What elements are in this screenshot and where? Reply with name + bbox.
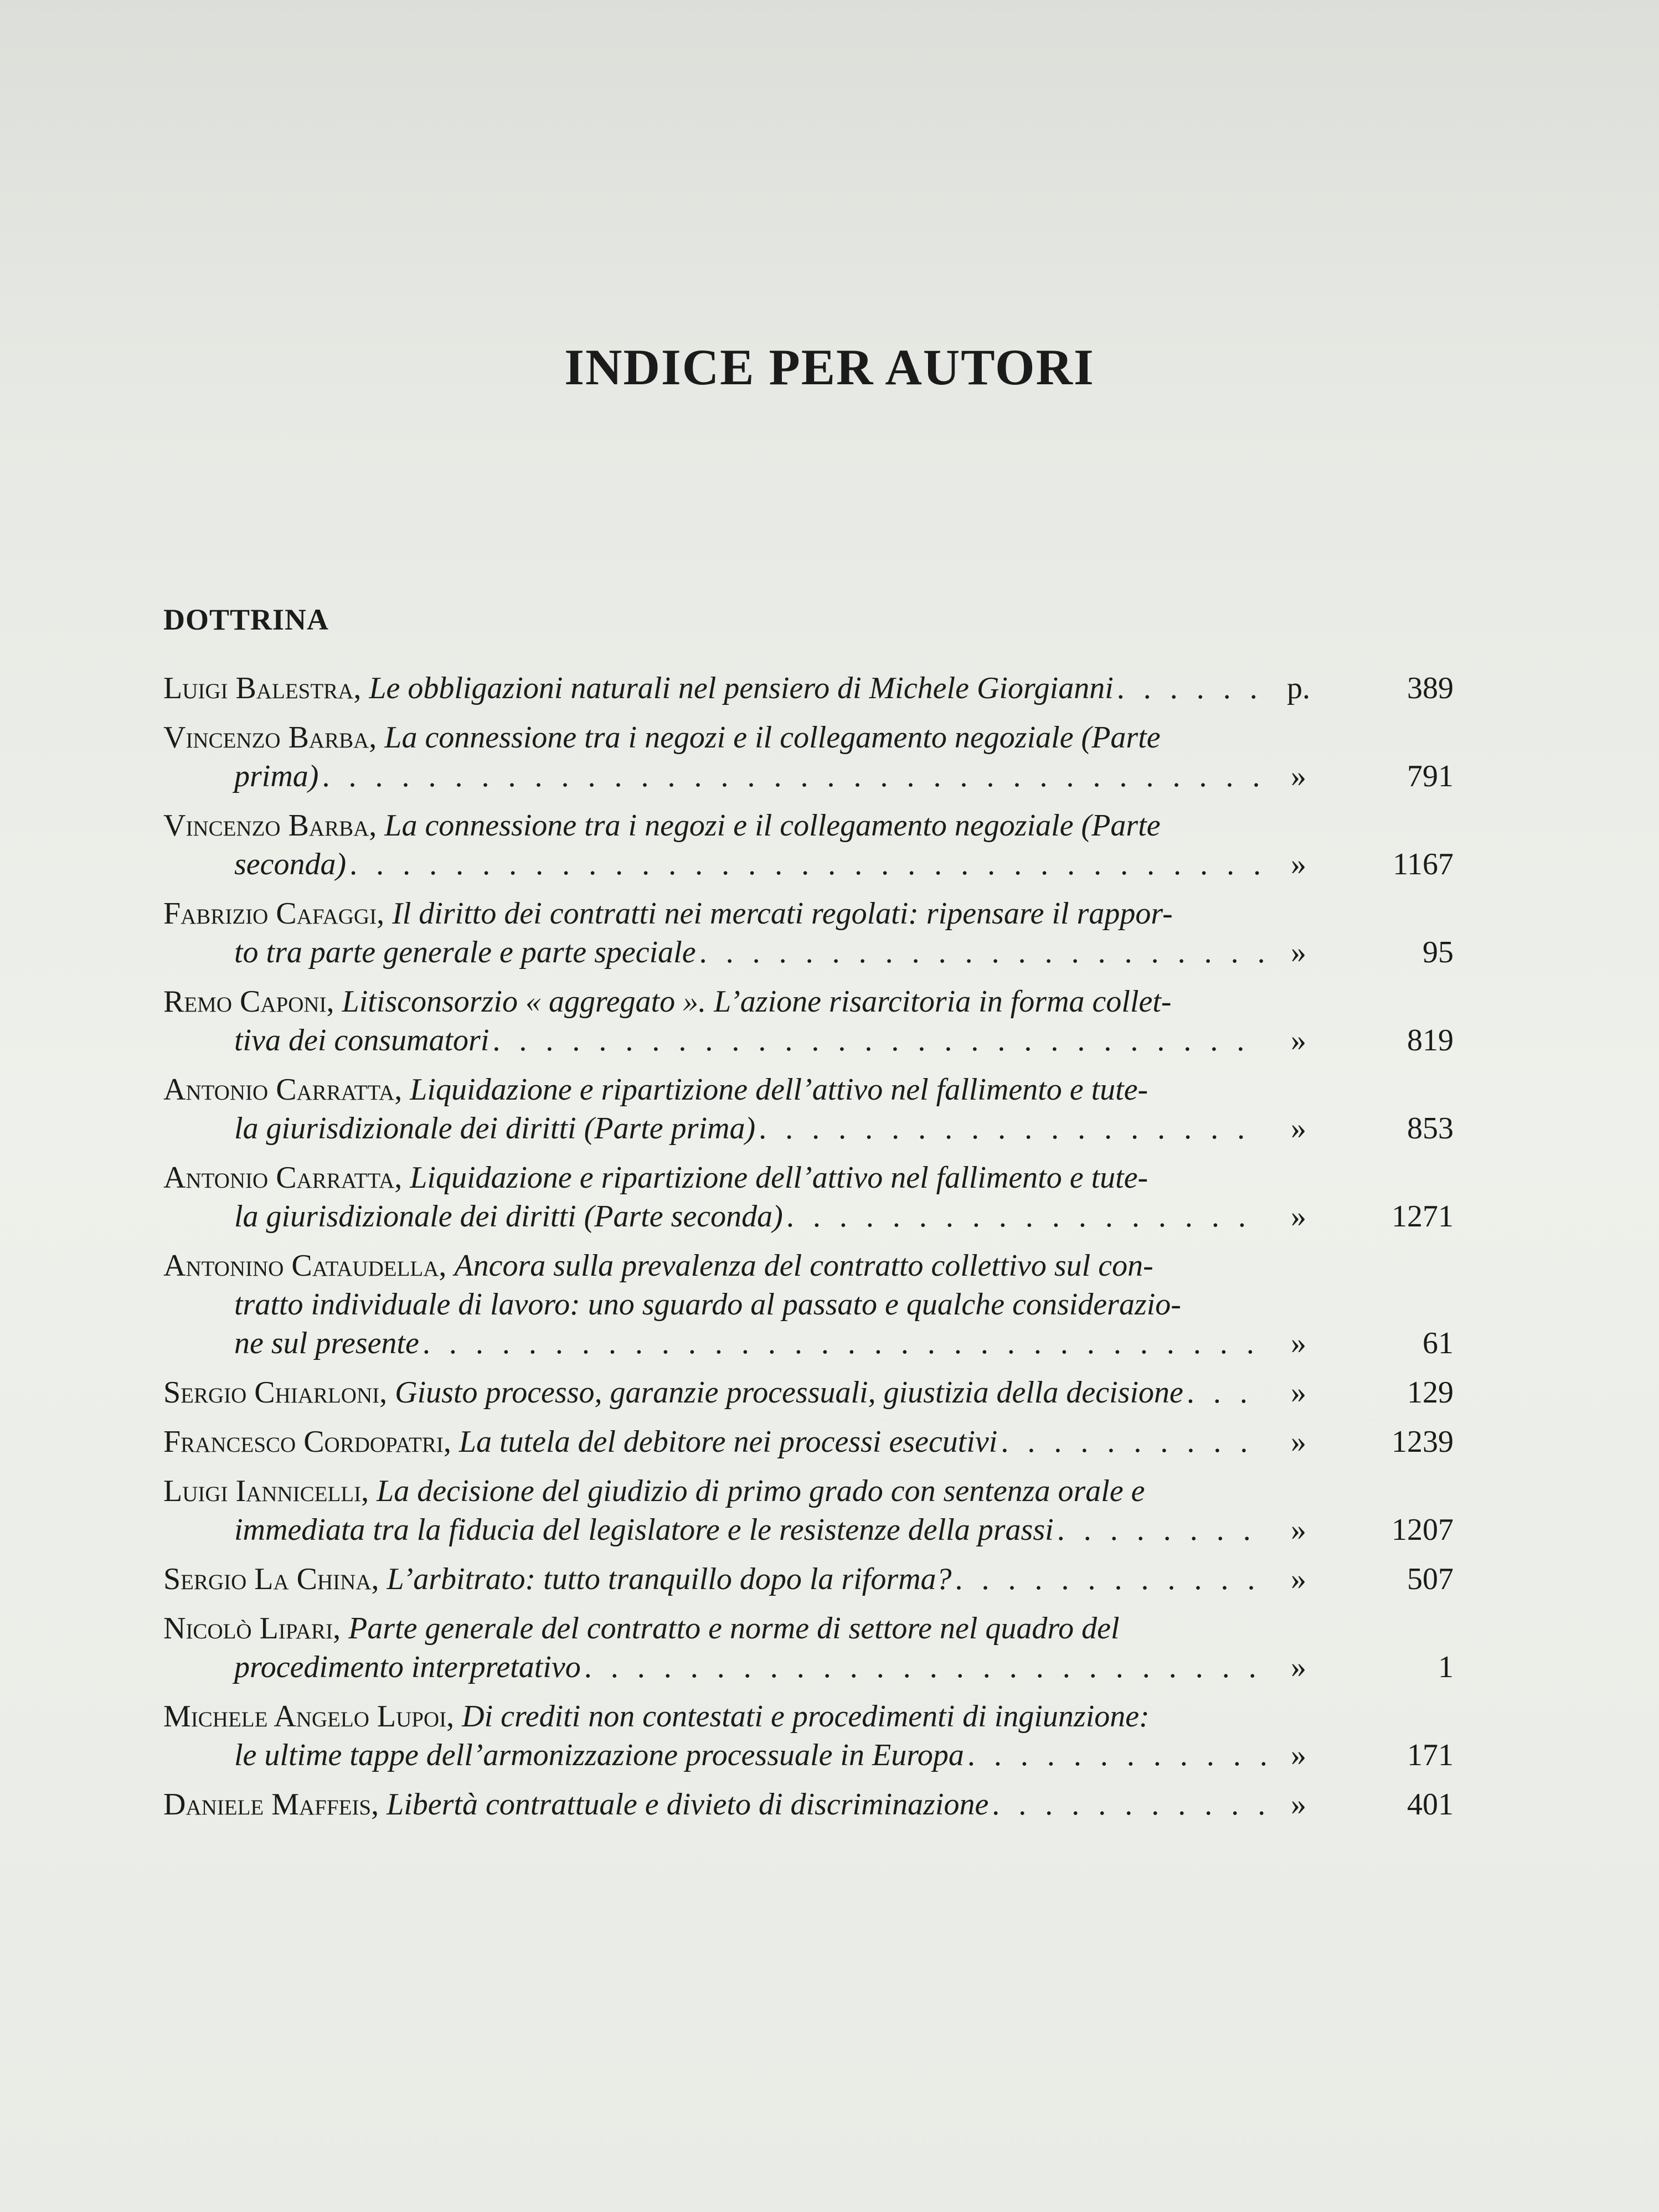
index-entry: Sergio Chiarloni, Giusto processo, garanzie processuali, giustizia della decisione . . . » 129 <box>163 1373 1454 1412</box>
page-number: 1167 <box>1393 847 1454 881</box>
entry-title-line: le ultime tappe dell’armonizzazione processuale in Europa <box>234 1738 964 1772</box>
entry-title-line: Litisconsorzio « aggregato ». L’azione risarcitoria in forma collet- <box>342 984 1172 1019</box>
page-number: 389 <box>1407 671 1454 705</box>
entry-author: Antonio Carratta <box>163 1161 395 1195</box>
entry-title-line: Di crediti non contestati e procedimenti di ingiunzione: <box>462 1699 1150 1734</box>
dot-leader <box>489 1021 1265 1060</box>
entry-title-line: la giurisdizionale dei diritti (Parte seconda) <box>234 1199 783 1234</box>
dot-leader <box>419 1324 1265 1363</box>
entry-author: Sergio Chiarloni <box>163 1375 380 1410</box>
page-prefix: » <box>1291 1111 1306 1146</box>
page-prefix: » <box>1291 1199 1306 1234</box>
index-entry: Michele Angelo Lupoi, Di crediti non contestati e procedimenti di ingiunzione: le ultime tappe dell’armonizzazione processuale in Europa . . . » 171 <box>163 1697 1454 1775</box>
page-number: 1239 <box>1392 1425 1454 1459</box>
index-entry: Nicolò Lipari, Parte generale del contratto e norme di settore nel quadro del procedimento interpretativo . . . » 1 <box>163 1609 1454 1687</box>
entry-author: Vincenzo Barba <box>163 808 369 843</box>
entry-title-line: Le obbligazioni naturali nel pensiero di Michele Giorgianni <box>369 671 1114 705</box>
dot-leader <box>1183 1373 1265 1412</box>
entry-title-line: La decisione del giudizio di primo grado con sentenza orale e <box>377 1474 1145 1508</box>
page-prefix: p. <box>1287 671 1310 705</box>
page-prefix: » <box>1291 1787 1306 1822</box>
page-number: 129 <box>1407 1375 1454 1410</box>
entry-title-line: tratto individuale di lavoro: uno sguardo al passato e qualche considerazio- <box>234 1287 1181 1322</box>
entry-title-line: Liquidazione e ripartizione dell’attivo nel fallimento e tute- <box>410 1161 1148 1195</box>
entry-author: Michele Angelo Lupoi <box>163 1699 447 1734</box>
entry-author: Vincenzo Barba <box>163 720 369 755</box>
page-number: 853 <box>1407 1111 1454 1146</box>
page-number: 95 <box>1423 935 1454 970</box>
dot-leader <box>1114 669 1265 708</box>
dot-leader <box>988 1785 1265 1824</box>
index-entry: Vincenzo Barba, La connessione tra i negozi e il collegamento negoziale (Parte seconda) . . . » 1167 <box>163 806 1454 884</box>
dot-leader <box>318 757 1265 796</box>
page-prefix: » <box>1291 1023 1306 1058</box>
page-prefix: » <box>1291 847 1306 881</box>
dot-leader <box>964 1736 1265 1775</box>
entry-author: Remo Caponi <box>163 984 327 1019</box>
page-title: INDICE PER AUTORI <box>564 339 1095 395</box>
entry-title-line: to tra parte generale e parte speciale <box>234 935 696 970</box>
dot-leader <box>997 1422 1265 1461</box>
index-entry: Sergio La China, L’arbitrato: tutto tranquillo dopo la riforma? . . . » 507 <box>163 1560 1454 1599</box>
page-number: 819 <box>1407 1023 1454 1058</box>
index-entry: Vincenzo Barba, La connessione tra i negozi e il collegamento negoziale (Parte prima) . . . » 791 <box>163 718 1454 796</box>
index-entry: Francesco Cordopatri, La tutela del debitore nei processi esecutivi . . . » 1239 <box>163 1422 1454 1461</box>
page-number: 171 <box>1407 1738 1454 1772</box>
page-number: 1271 <box>1392 1199 1454 1234</box>
page-number: 1207 <box>1392 1513 1454 1547</box>
entry-title-line: prima) <box>234 759 319 793</box>
page-prefix: » <box>1291 935 1306 970</box>
page-prefix: » <box>1291 1326 1306 1360</box>
index-entry: Antonino Cataudella, Ancora sulla prevalenza del contratto collettivo sul con- tratto individuale di lavoro: uno sguardo al passato e qualche considerazio- ne sul presente . . . » 61 <box>163 1246 1454 1363</box>
page-number: 61 <box>1423 1326 1454 1360</box>
index-entry: Luigi Iannicelli, La decisione del giudizio di primo grado con sentenza orale e immediata tra la fiducia del legislatore e le resistenze della prassi . . . » 1207 <box>163 1472 1454 1549</box>
entry-title-line: tiva dei consumatori <box>234 1023 490 1058</box>
page-prefix: » <box>1291 1375 1306 1410</box>
entry-title-line: Libertà contrattuale e divieto di discriminazione <box>387 1787 989 1822</box>
dot-leader <box>783 1197 1265 1236</box>
index-entry-list <box>163 669 1454 1834</box>
dot-leader <box>755 1109 1265 1148</box>
entry-title-line: L’arbitrato: tutto tranquillo dopo la riforma? <box>387 1562 952 1596</box>
entry-title-line: ne sul presente <box>234 1326 419 1360</box>
index-entry: Antonio Carratta, Liquidazione e ripartizione dell’attivo nel fallimento e tute- la giurisdizionale dei diritti (Parte seconda) . . . » 1271 <box>163 1158 1454 1236</box>
page-number: 1 <box>1438 1650 1454 1684</box>
entry-title-line: Liquidazione e ripartizione dell’attivo nel fallimento e tute- <box>410 1073 1148 1107</box>
index-entry: Daniele Maffeis, Libertà contrattuale e divieto di discriminazione . . . » 401 <box>163 1785 1454 1824</box>
entry-author: Fabrizio Cafaggi <box>163 896 377 931</box>
entry-title-line: La connessione tra i negozi e il collegamento negoziale (Parte <box>384 720 1161 755</box>
dot-leader <box>696 933 1265 972</box>
page-number: 401 <box>1407 1787 1454 1822</box>
page-prefix: » <box>1291 1425 1306 1459</box>
entry-title-line: Il diritto dei contratti nei mercati regolati: ripensare il rappor- <box>392 896 1173 931</box>
entry-author: Francesco Cordopatri <box>163 1425 444 1459</box>
entry-title-line: La tutela del debitore nei processi esecutivi <box>458 1425 998 1459</box>
index-entry: Antonio Carratta, Liquidazione e ripartizione dell’attivo nel fallimento e tute- la giurisdizionale dei diritti (Parte prima) . . . » 853 <box>163 1070 1454 1148</box>
entry-title-line: La connessione tra i negozi e il collegamento negoziale (Parte <box>384 808 1161 843</box>
page-prefix: » <box>1291 759 1306 793</box>
dot-leader <box>952 1560 1265 1599</box>
page-prefix: » <box>1291 1513 1306 1547</box>
dot-leader <box>1054 1510 1265 1549</box>
entry-title-line: Parte generale del contratto e norme di settore nel quadro del <box>348 1611 1120 1646</box>
entry-author: Daniele Maffeis <box>163 1787 372 1822</box>
entry-author: Antonio Carratta <box>163 1073 395 1107</box>
entry-title-line: seconda) <box>234 847 347 881</box>
index-entry: Fabrizio Cafaggi, Il diritto dei contratti nei mercati regolati: ripensare il rappor- to tra parte generale e parte speciale . . . » 95 <box>163 894 1454 972</box>
page-prefix: » <box>1291 1562 1306 1596</box>
entry-title-line: Ancora sulla prevalenza del contratto collettivo sul con- <box>454 1249 1153 1283</box>
index-entry: Luigi Balestra, Le obbligazioni naturali nel pensiero di Michele Giorgianni . . . p. 389 <box>163 669 1454 708</box>
entry-title-line: procedimento interpretativo <box>234 1650 581 1684</box>
entry-title-line: la giurisdizionale dei diritti (Parte prima) <box>234 1111 756 1146</box>
page-number: 791 <box>1407 759 1454 793</box>
entry-title-line: immediata tra la fiducia del legislatore e le resistenze della prassi <box>234 1513 1054 1547</box>
index-entry: Remo Caponi, Litisconsorzio « aggregato ». L’azione risarcitoria in forma collet- tiva dei consumatori . . . » 819 <box>163 982 1454 1060</box>
dot-leader <box>346 845 1265 884</box>
entry-author: Luigi Iannicelli <box>163 1474 362 1508</box>
entry-author: Antonino Cataudella <box>163 1249 439 1283</box>
entry-author: Luigi Balestra <box>163 671 354 705</box>
page-prefix: » <box>1291 1650 1306 1684</box>
page-prefix: » <box>1291 1738 1306 1772</box>
entry-author: Sergio La China <box>163 1562 372 1596</box>
entry-author: Nicolò Lipari <box>163 1611 333 1646</box>
section-heading: DOTTRINA <box>163 603 329 636</box>
entry-title-line: Giusto processo, garanzie processuali, giustizia della decisione <box>395 1375 1183 1410</box>
dot-leader <box>581 1648 1265 1687</box>
page-number: 507 <box>1407 1562 1454 1596</box>
